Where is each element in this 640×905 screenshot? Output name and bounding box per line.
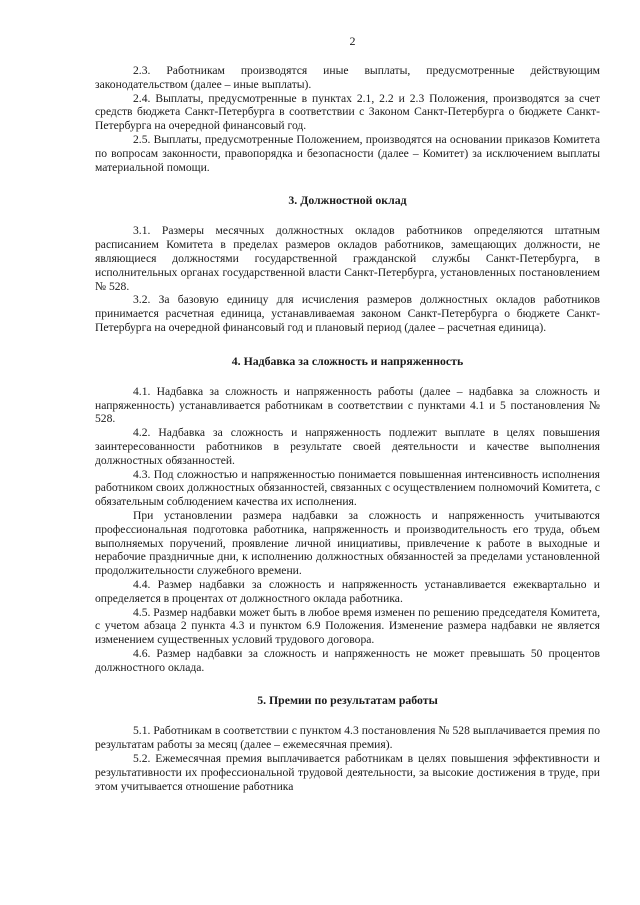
section-3-heading: 3. Должностной оклад [288,193,407,208]
section-5 [95,724,600,793]
paragraph-4-3: 4.3. Под сложностью и напряженностью понимается повышенная интенсивность исполнения работником своих должностных обязанностей, связанных с осуществлением полномочий Комитета, с обязательным соблюдением качества их исполнения. [95,467,600,509]
page-number: 2 [349,34,356,48]
paragraph-4-1: 4.1. Надбавка за сложность и напряженность работы (далее – надбавка за сложность и напряженность) устанавливается работникам в соответствии с пунктами 4.1 и 5 постановления № 528. [95,384,600,426]
section-2-continuation [95,64,600,174]
paragraph-4-4: 4.4. Размер надбавки за сложность и напряженность устанавливается ежеквартально и определяется в процентах от должностного оклада работника. [95,577,600,605]
paragraph-3-1: 3.1. Размеры месячных должностных окладов работников определяются штатным расписанием Комитета в пределах размеров окладов работников, замещающих должности, не являющиеся должностями государственной гражданской службы Санкт-Петербурга, в исполнительных органах государственной власти Санкт-Петербурга, установленных постановлением № 528. [95,224,600,293]
paragraph-4-5: 4.5. Размер надбавки может быть в любое время изменен по решению председателя Комитета, с учетом абзаца 2 пункта 4.3 и пунктом 6.9 Положения. Изменение размера надбавки не является изменением существенных условий трудового договора. [95,605,600,647]
paragraph-2-5: 2.5. Выплаты, предусмотренные Положением, производятся на основании приказов Комитета по вопросам законности, правопорядка и безопасности (далее – Комитет) за исключением выплаты материальной помощи. [95,132,600,174]
paragraph-4-3-continued: При установлении размера надбавки за сложность и напряженность учитываются профессиональная подготовка работника, напряженность и производительность его труда, объем выполняемых поручений, проявление личной инициативы, привлечение к работе в выходные и нерабочие праздничные дни, к исполнению должностных обязанностей за пределами установленной продолжительности служебного времени. [95,508,600,578]
paragraph-4-2: 4.2. Надбавка за сложность и напряженность подлежит выплате в целях повышения заинтересованности работников в результате своей деятельности и качестве выполнения должностных обязанностей. [95,426,600,467]
section-4 [95,385,600,675]
paragraph-5-2: 5.2. Ежемесячная премия выплачивается работникам в целях повышения эффективности и результативности их профессиональной трудовой деятельности, за высокие достижения в труде, при этом учитывается отношение работника [95,752,600,793]
paragraph-3-2: 3.2. За базовую единицу для исчисления размеров должностных окладов работников принимается расчетная единица, устанавливаемая законом Санкт-Петербурга о бюджете Санкт-Петербурга на очередной финансовый год и плановый период (далее – расчетная единица). [95,293,600,334]
paragraph-5-1: 5.1. Работникам в соответствии с пунктом 4.3 постановления № 528 выплачивается премия по результатам работы за месяц (далее – ежемесячная премия). [95,724,600,752]
paragraph-2-3: 2.3. Работникам производятся иные выплаты, предусмотренные действующим законодательством (далее – иные выплаты). [95,64,600,91]
paragraph-4-6: 4.6. Размер надбавки за сложность и напряженность не может превышать 50 процентов должностного оклада. [95,646,600,674]
section-4-heading: 4. Надбавка за сложность и напряженность [231,353,464,368]
section-3 [95,224,600,334]
paragraph-2-4: 2.4. Выплаты, предусмотренные в пунктах 2.1, 2.2 и 2.3 Положения, производятся за счет средств бюджета Санкт-Петербурга в соответствии с Законом Санкт-Петербурга о бюджете Санкт-Петербурга на очередной финансовый год. [95,91,600,133]
section-5-heading: 5. Премии по результатам работы [257,693,438,708]
